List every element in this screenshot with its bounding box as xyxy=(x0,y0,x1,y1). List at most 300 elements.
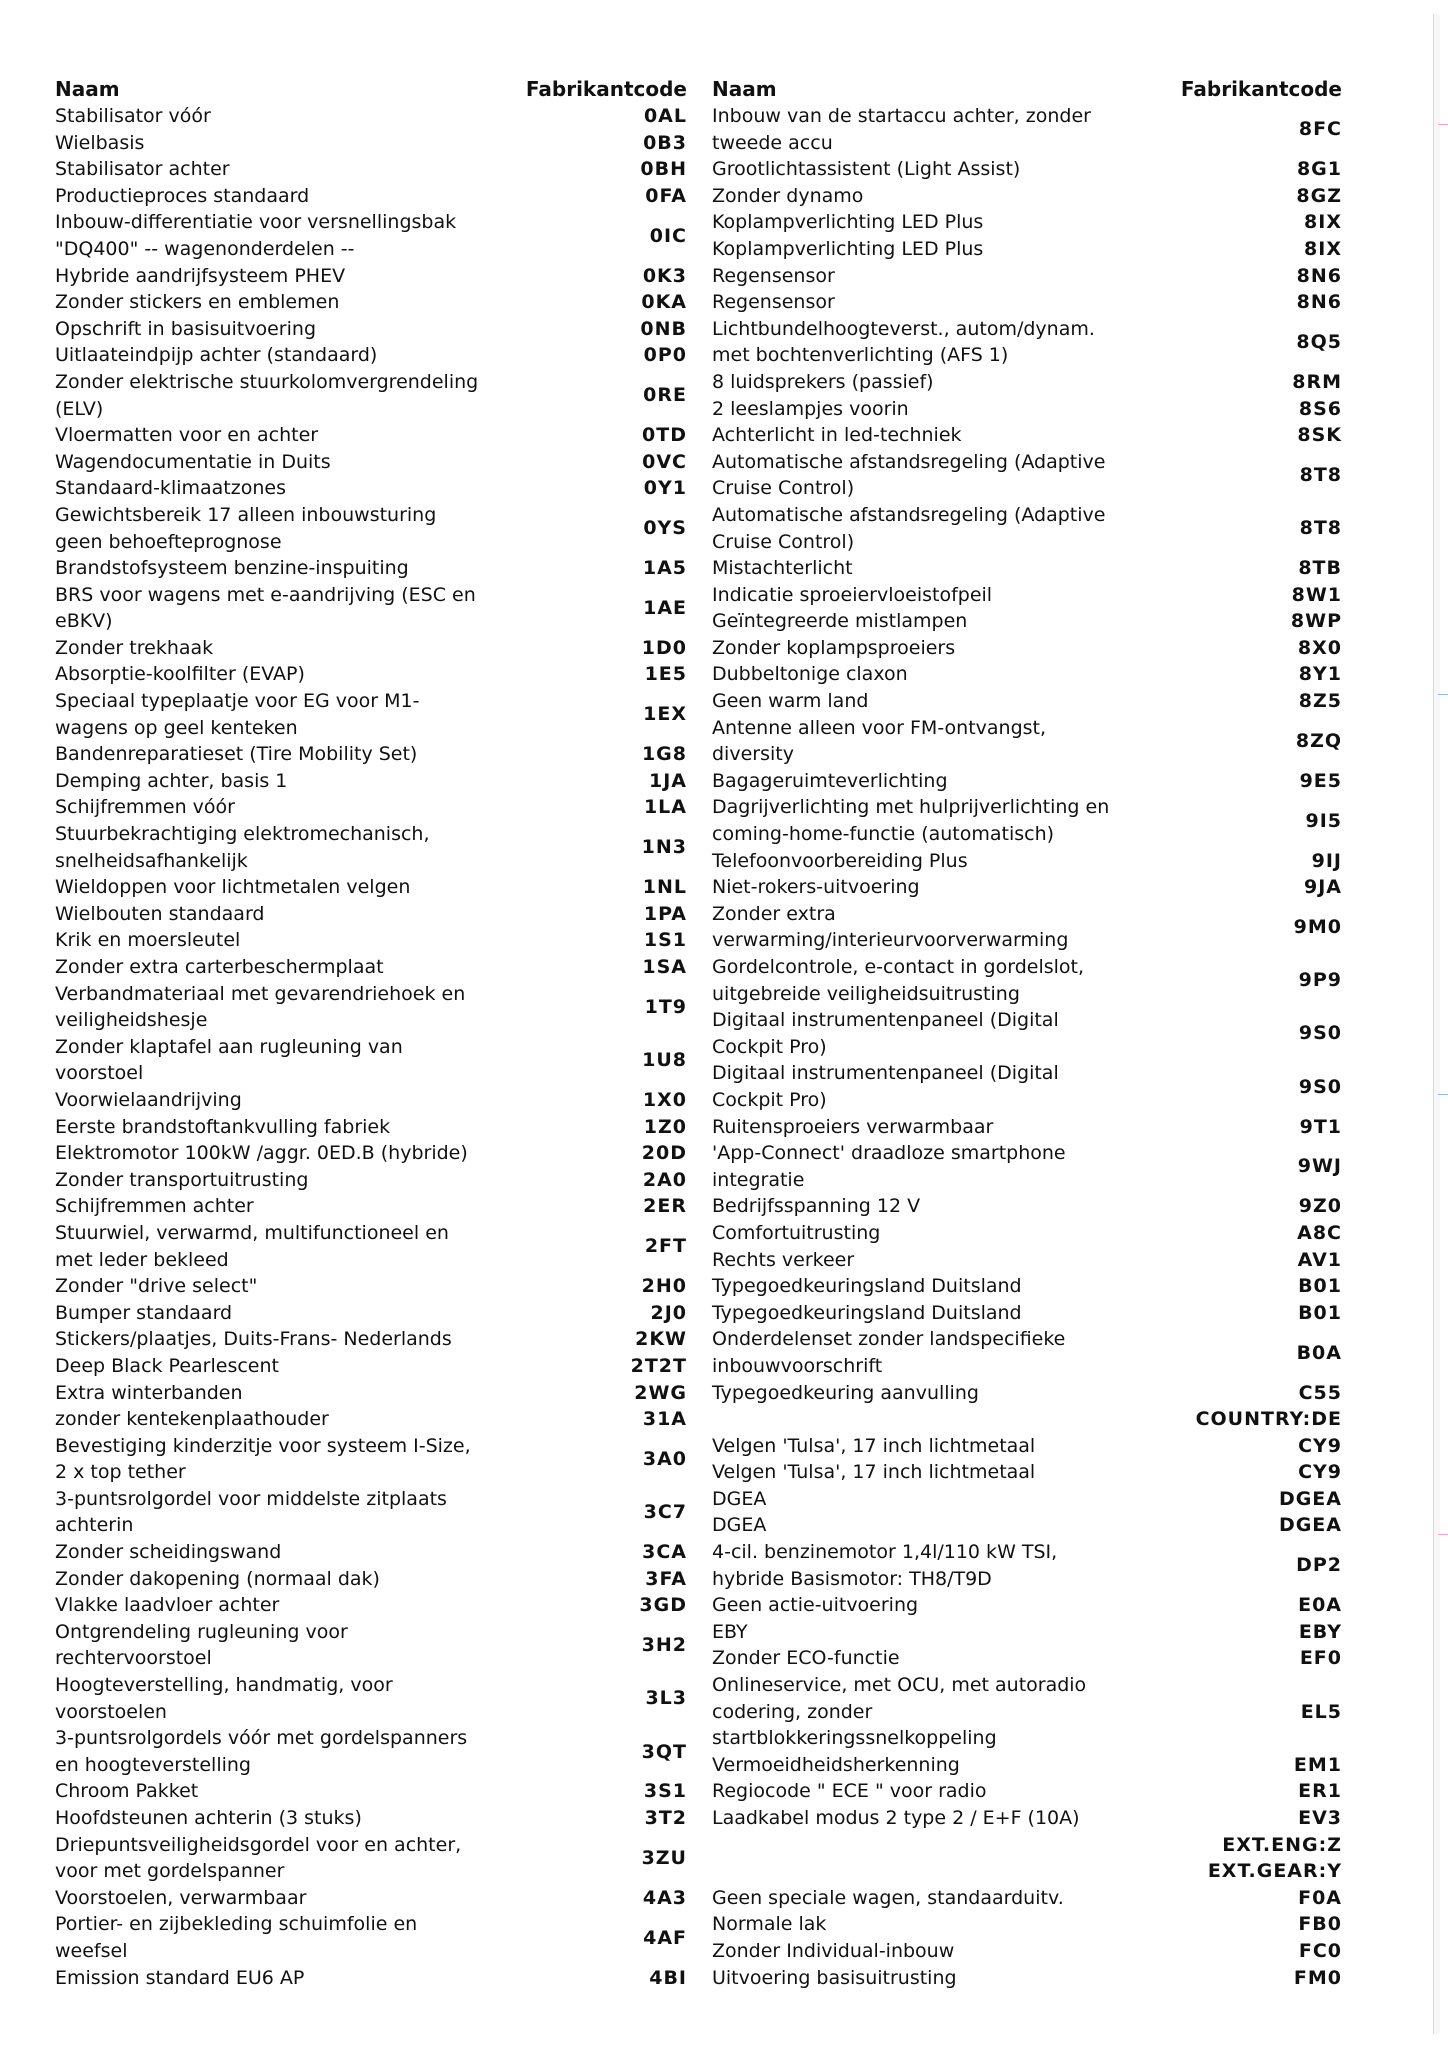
item-name xyxy=(55,1566,487,1593)
item-name xyxy=(712,422,1142,449)
item-code: 1X0 xyxy=(642,1088,687,1111)
item-name-line: Koplampverlichting LED Plus xyxy=(712,237,984,260)
table-row xyxy=(712,1459,1342,1486)
item-name xyxy=(712,1619,1142,1646)
item-name-line: verwarming/interieurvoorverwarming xyxy=(712,929,1069,952)
item-code: 0AL xyxy=(643,105,687,127)
item-name-line: Onderdelenset zonder landspecifieke xyxy=(712,1328,1066,1351)
item-name xyxy=(712,688,1142,715)
item-name-line: Gordelcontrole, e-contact in gordelslot, xyxy=(712,956,1085,978)
item-name xyxy=(55,1034,487,1087)
item-name-line: Wieldoppen voor lichtmetalen velgen xyxy=(55,876,411,899)
item-name xyxy=(712,316,1142,369)
item-code: EV3 xyxy=(1298,1807,1342,1830)
item-name-line: wagens op geel kenteken xyxy=(55,716,298,739)
table-row xyxy=(55,422,687,449)
item-name xyxy=(55,263,487,290)
table-row xyxy=(712,316,1342,369)
table-row xyxy=(55,1832,687,1885)
item-code: 8T8 xyxy=(1299,464,1342,487)
item-name-line: en hoogteverstelling xyxy=(55,1753,251,1776)
table-row xyxy=(712,1778,1342,1805)
item-code: AV1 xyxy=(1297,1248,1342,1271)
item-code: 31A xyxy=(642,1408,687,1431)
item-name xyxy=(55,1619,487,1672)
item-code: DP2 xyxy=(1296,1554,1342,1577)
item-name-line: Typegoedkeuringsland Duitsland xyxy=(712,1275,1022,1298)
item-code: E0A xyxy=(1298,1594,1342,1617)
item-name xyxy=(712,183,1142,210)
item-name xyxy=(712,502,1142,555)
item-code: CY9 xyxy=(1298,1461,1342,1484)
item-code: 8FC xyxy=(1298,118,1342,141)
item-name-line: diversity xyxy=(712,743,794,766)
item-name-line: Typegoedkeuring aanvulling xyxy=(712,1381,979,1404)
table-row xyxy=(712,661,1342,688)
item-name xyxy=(712,1539,1142,1592)
item-name-line: Zonder dynamo xyxy=(712,184,864,207)
item-name-line: Schijfremmen vóór xyxy=(55,796,235,819)
item-name-line: DGEA xyxy=(712,1514,767,1537)
item-code: 1T9 xyxy=(644,995,687,1018)
scan-edge xyxy=(1433,14,1440,2034)
table-row xyxy=(712,209,1342,236)
item-code: 8SK xyxy=(1297,424,1342,447)
item-code: C55 xyxy=(1298,1381,1342,1404)
item-name xyxy=(55,475,487,502)
table-row xyxy=(55,927,687,954)
table-row xyxy=(55,1167,687,1194)
table-row xyxy=(712,555,1342,582)
item-name xyxy=(712,1433,1142,1460)
table-row xyxy=(55,1539,687,1566)
table-row xyxy=(55,449,687,476)
item-code: 1G8 xyxy=(641,743,687,766)
item-code: EBY xyxy=(1298,1620,1342,1643)
table-row xyxy=(55,635,687,662)
item-code: 8IX xyxy=(1304,211,1342,234)
scan-tick xyxy=(1438,1534,1448,1535)
item-code: 1NL xyxy=(642,876,687,899)
item-code: 0K3 xyxy=(642,264,687,287)
item-name-line: eBKV) xyxy=(55,610,113,633)
item-name-line: Schijfremmen achter xyxy=(55,1195,254,1218)
item-name-line: Bumper standaard xyxy=(55,1301,233,1324)
item-name xyxy=(712,848,1142,875)
item-name-line: Speciaal typeplaatje voor EG voor M1- xyxy=(55,690,420,713)
table-row xyxy=(712,1858,1342,1885)
item-name-line: Cruise Control) xyxy=(712,530,855,553)
item-name-line: Vlakke laadvloer achter xyxy=(55,1594,280,1617)
item-name xyxy=(712,1805,1142,1832)
item-code: 0TD xyxy=(642,424,687,447)
item-code: 9S0 xyxy=(1298,1075,1342,1098)
item-name xyxy=(55,1300,487,1327)
item-name xyxy=(55,1486,487,1539)
item-code: 0P0 xyxy=(643,344,687,367)
item-code: 1Z0 xyxy=(643,1115,687,1138)
table-row xyxy=(55,794,687,821)
item-name xyxy=(55,1911,487,1964)
item-code: 9T1 xyxy=(1299,1115,1342,1138)
item-name-line: weefsel xyxy=(55,1939,128,1962)
item-name xyxy=(712,954,1142,1007)
item-name xyxy=(55,741,487,768)
item-name xyxy=(55,1140,487,1167)
item-code: 2H0 xyxy=(641,1275,687,1298)
item-name-line: 3-puntsrolgordel voor middelste zitplaats xyxy=(55,1487,447,1510)
item-name xyxy=(712,1512,1142,1539)
item-name-line: Productieproces standaard xyxy=(55,184,310,207)
table-row xyxy=(55,874,687,901)
item-name xyxy=(712,1752,1142,1779)
item-name-line: achterin xyxy=(55,1514,134,1537)
table-row xyxy=(55,475,687,502)
item-name xyxy=(55,1087,487,1114)
table-row xyxy=(55,1672,687,1725)
item-code: 8N6 xyxy=(1296,291,1342,314)
item-name-line: 3-puntsrolgordels vóór met gordelspanners xyxy=(55,1727,468,1750)
item-name xyxy=(712,661,1142,688)
item-name-line: Grootlichtassistent (Light Assist) xyxy=(712,158,1021,181)
item-name-line: Gewichtsbereik 17 alleen inbouwsturing xyxy=(55,503,437,526)
table-row xyxy=(712,396,1342,423)
table-row xyxy=(55,502,687,555)
item-code: 1U8 xyxy=(642,1049,687,1072)
item-name xyxy=(712,901,1142,954)
item-name xyxy=(712,794,1142,847)
item-name xyxy=(55,1433,487,1486)
item-name-line: Opschrift in basisuitvoering xyxy=(55,317,316,340)
item-code: 3GD xyxy=(639,1594,687,1617)
item-name-line: Geen actie-uitvoering xyxy=(712,1594,919,1617)
item-name-line: Zonder extra carterbeschermplaat xyxy=(55,956,384,978)
item-code: 9S0 xyxy=(1298,1022,1342,1045)
item-name xyxy=(55,316,487,343)
item-name-line: Zonder stickers en emblemen xyxy=(55,291,340,314)
item-name xyxy=(55,422,487,449)
item-name-line: Zonder extra xyxy=(712,902,836,925)
item-name-line: Bevestiging kinderzitje voor systeem I-Size, xyxy=(55,1434,471,1457)
item-code: 3QT xyxy=(641,1740,687,1763)
item-name xyxy=(712,1300,1142,1327)
table-row xyxy=(55,209,687,262)
table-row xyxy=(55,1486,687,1539)
table-row xyxy=(55,954,687,981)
header-name: Naam xyxy=(55,77,120,101)
item-code: EL5 xyxy=(1300,1700,1342,1723)
item-name-line: Driepuntsveiligheidsgordel voor en achter, xyxy=(55,1833,462,1856)
item-name-line: Demping achter, basis 1 xyxy=(55,769,288,792)
item-name xyxy=(712,608,1142,635)
table-row xyxy=(55,1114,687,1141)
table-row xyxy=(712,1539,1342,1592)
item-name xyxy=(55,981,487,1034)
item-name xyxy=(712,156,1142,183)
table-row xyxy=(55,1911,687,1964)
item-name-line: (ELV) xyxy=(55,397,104,420)
item-code: 8ZQ xyxy=(1295,729,1342,752)
item-code: 1PA xyxy=(643,902,687,925)
item-name xyxy=(55,901,487,928)
table-row xyxy=(712,1433,1342,1460)
item-name-line: Absorptie-koolfilter (EVAP) xyxy=(55,663,305,686)
item-name-line: Extra winterbanden xyxy=(55,1381,243,1404)
item-name xyxy=(55,209,487,262)
item-name xyxy=(55,1778,487,1805)
table-row xyxy=(55,289,687,316)
item-code: 4AF xyxy=(643,1926,687,1949)
table-row xyxy=(712,1965,1342,1992)
item-name xyxy=(55,1114,487,1141)
item-code: 8WP xyxy=(1290,610,1342,633)
item-code: 9Z0 xyxy=(1298,1195,1342,1218)
item-code: 1S1 xyxy=(643,929,687,952)
item-name xyxy=(712,582,1142,609)
item-code: 0YS xyxy=(643,517,687,540)
item-name-line: Regiocode " ECE " voor radio xyxy=(712,1780,987,1803)
item-code: COUNTRY:DE xyxy=(1195,1408,1342,1431)
table-row xyxy=(712,874,1342,901)
table-row xyxy=(55,1034,687,1087)
item-name xyxy=(55,1832,487,1885)
table-row xyxy=(712,1592,1342,1619)
item-name-line: veiligheidshesje xyxy=(55,1009,208,1032)
item-name xyxy=(55,768,487,795)
item-code: 9E5 xyxy=(1299,769,1342,792)
item-name-line: Koplampverlichting LED Plus xyxy=(712,211,984,234)
item-code: 2A0 xyxy=(642,1168,687,1191)
item-code: B01 xyxy=(1298,1301,1342,1324)
table-row xyxy=(712,715,1342,768)
item-name xyxy=(55,1220,487,1273)
item-name-line: Automatische afstandsregeling (Adaptive xyxy=(712,503,1106,526)
item-name-line: startblokkeringssnelkoppeling xyxy=(712,1727,997,1750)
item-name xyxy=(55,1539,487,1566)
item-code: 3C7 xyxy=(643,1501,687,1524)
item-code: 0RE xyxy=(643,384,687,407)
item-name-line: Vloermatten voor en achter xyxy=(55,424,319,447)
item-code: 1LA xyxy=(643,796,687,819)
item-name xyxy=(55,688,487,741)
item-name xyxy=(55,1592,487,1619)
item-name-line: Verbandmateriaal met gevarendriehoek en xyxy=(55,982,466,1005)
item-name-line: Emission standard EU6 AP xyxy=(55,1966,305,1989)
item-name-line: Wielbouten standaard xyxy=(55,902,265,925)
table-row xyxy=(712,369,1342,396)
table-row xyxy=(55,1592,687,1619)
item-name-line: tweede accu xyxy=(712,131,833,154)
table-row xyxy=(712,901,1342,954)
item-name-line: Stuurwiel, verwarmd, multifunctioneel en xyxy=(55,1221,449,1244)
table-row xyxy=(712,1645,1342,1672)
table-row xyxy=(712,1752,1342,1779)
table-row xyxy=(712,1885,1342,1912)
table-row xyxy=(712,1938,1342,1965)
item-name-line: Ontgrendeling rugleuning voor xyxy=(55,1620,348,1643)
item-code: 3ZU xyxy=(641,1846,687,1869)
item-code: 1SA xyxy=(642,956,687,978)
item-name-line: Stuurbekrachtiging elektromechanisch, xyxy=(55,823,430,846)
item-code: 8RM xyxy=(1292,370,1342,393)
item-code: 1D0 xyxy=(641,636,687,659)
table-row xyxy=(712,1486,1342,1513)
table-row xyxy=(55,1273,687,1300)
item-name-line: met leder bekleed xyxy=(55,1248,229,1271)
item-name-line: Dagrijverlichting met hulprijverlichting en xyxy=(712,796,1110,819)
item-name-line: Ruitensproeiers verwarmbaar xyxy=(712,1115,994,1138)
item-name xyxy=(712,1060,1142,1113)
item-name-line: Zonder Individual-inbouw xyxy=(712,1939,955,1962)
item-code: EXT.GEAR:Y xyxy=(1207,1860,1342,1883)
item-code: B0A xyxy=(1296,1341,1342,1364)
table-row xyxy=(712,263,1342,290)
table-row xyxy=(712,183,1342,210)
table-row xyxy=(55,688,687,741)
item-name xyxy=(55,1885,487,1912)
item-name xyxy=(55,1406,487,1433)
item-code: ER1 xyxy=(1298,1780,1342,1803)
item-name-line: Zonder dakopening (normaal dak) xyxy=(55,1567,380,1590)
table-header xyxy=(712,75,1342,103)
item-name xyxy=(712,555,1142,582)
item-code: 8S6 xyxy=(1298,397,1342,420)
item-name-line: BRS voor wagens met e-aandrijving (ESC en xyxy=(55,583,476,606)
item-name-line: Zonder transportuitrusting xyxy=(55,1168,309,1191)
item-name-line: Standaard-klimaatzones xyxy=(55,477,286,500)
item-name-line: Zonder elektrische stuurkolomvergrendeling xyxy=(55,370,479,393)
item-name-line: Vermoeidheidsherkenning xyxy=(712,1753,960,1776)
table-row xyxy=(55,156,687,183)
table-row xyxy=(712,156,1342,183)
item-name-line: geen behoefteprognose xyxy=(55,530,282,553)
item-code: 2T2T xyxy=(630,1354,687,1377)
table-row xyxy=(55,1326,687,1353)
item-name-line: Normale lak xyxy=(712,1913,827,1936)
table-row xyxy=(712,768,1342,795)
item-code: 0Y1 xyxy=(643,477,687,500)
item-code: DGEA xyxy=(1278,1514,1342,1537)
table-row xyxy=(712,1300,1342,1327)
item-code: 1A5 xyxy=(642,557,687,580)
table-row xyxy=(712,1672,1342,1752)
item-name xyxy=(712,1247,1142,1274)
item-code: CY9 xyxy=(1298,1434,1342,1457)
table-row xyxy=(712,1911,1342,1938)
table-row xyxy=(55,1193,687,1220)
table-row xyxy=(712,954,1342,1007)
item-name-line: hybride Basismotor: TH8/T9D xyxy=(712,1567,992,1590)
table-row xyxy=(712,502,1342,555)
item-name-line: Zonder scheidingswand xyxy=(55,1541,282,1564)
item-name xyxy=(55,1167,487,1194)
item-code: 3FA xyxy=(645,1567,687,1590)
item-name-line: Hybride aandrijfsysteem PHEV xyxy=(55,264,346,287)
item-code: 0BH xyxy=(640,158,687,181)
item-code: 9M0 xyxy=(1293,916,1342,939)
table-row xyxy=(712,1805,1342,1832)
item-code: 3H2 xyxy=(641,1634,687,1657)
item-name xyxy=(712,1592,1142,1619)
item-name xyxy=(712,1911,1142,1938)
item-code: B01 xyxy=(1298,1275,1342,1298)
table-row xyxy=(712,688,1342,715)
item-name-line: Regensensor xyxy=(712,291,835,314)
item-code: 1JA xyxy=(649,769,687,792)
item-code: 1EX xyxy=(643,703,687,726)
item-code: FC0 xyxy=(1298,1939,1342,1962)
item-name xyxy=(55,156,487,183)
table-row xyxy=(55,342,687,369)
item-name-line: Eerste brandstoftankvulling fabriek xyxy=(55,1115,391,1138)
item-code: 0VC xyxy=(642,450,687,473)
item-name-line: Voorwielaandrijving xyxy=(55,1088,242,1111)
item-name xyxy=(712,1114,1142,1141)
item-name xyxy=(712,289,1142,316)
item-code: 3S1 xyxy=(643,1780,687,1803)
table-row xyxy=(712,1220,1342,1247)
item-code: 4BI xyxy=(649,1966,687,1989)
item-code: 2J0 xyxy=(650,1301,687,1324)
header-code: Fabrikantcode xyxy=(525,77,687,101)
scan-tick xyxy=(1438,124,1448,125)
item-name-line: voorstoel xyxy=(55,1062,144,1085)
item-name-line: Voorstoelen, verwarmbaar xyxy=(55,1886,307,1909)
item-name xyxy=(55,289,487,316)
item-name-line: Rechts verkeer xyxy=(712,1248,855,1271)
item-name xyxy=(55,130,487,157)
item-name xyxy=(55,103,487,130)
table-row xyxy=(55,821,687,874)
item-name-line: Bagageruimteverlichting xyxy=(712,769,948,792)
item-code: 1E5 xyxy=(644,663,687,686)
item-code: 8Q5 xyxy=(1296,331,1342,354)
item-name xyxy=(712,1645,1142,1672)
table-row xyxy=(55,103,687,130)
item-name-line: voor met gordelspanner xyxy=(55,1860,285,1883)
table-row xyxy=(712,1140,1342,1193)
item-name-line: Portier- en zijbekleding schuimfolie en xyxy=(55,1913,418,1936)
table-row xyxy=(55,1725,687,1778)
item-name-line: Cruise Control) xyxy=(712,477,855,500)
item-code: 8N6 xyxy=(1296,264,1342,287)
item-code: 0FA xyxy=(645,184,687,207)
item-name-line: Lichtbundelhoogteverst., autom/dynam. xyxy=(712,317,1095,340)
table-row xyxy=(712,1832,1342,1859)
item-name xyxy=(55,635,487,662)
item-code: 4A3 xyxy=(642,1886,687,1909)
scan-tick xyxy=(1438,1094,1448,1095)
table-row xyxy=(55,1406,687,1433)
item-name-line: Zonder koplampsproeiers xyxy=(712,636,956,659)
item-name xyxy=(712,396,1142,423)
item-name xyxy=(712,1380,1142,1407)
item-name xyxy=(712,1140,1142,1193)
item-name-line: 'App-Connect' draadloze smartphone xyxy=(712,1142,1066,1165)
table-header xyxy=(55,75,687,103)
item-name-line: Geen warm land xyxy=(712,690,869,713)
item-code: EXT.ENG:Z xyxy=(1222,1833,1342,1856)
item-name-line: uitgebreide veiligheidsuitrusting xyxy=(712,982,1020,1005)
table-row xyxy=(55,130,687,157)
table-row xyxy=(55,1566,687,1593)
item-code: 8G1 xyxy=(1296,158,1342,181)
item-name-line: Chroom Pakket xyxy=(55,1780,199,1803)
item-name xyxy=(55,661,487,688)
item-name-line: Bandenreparatieset (Tire Mobility Set) xyxy=(55,743,418,766)
item-name-line: zonder kentekenplaathouder xyxy=(55,1408,329,1431)
table-row xyxy=(712,635,1342,662)
